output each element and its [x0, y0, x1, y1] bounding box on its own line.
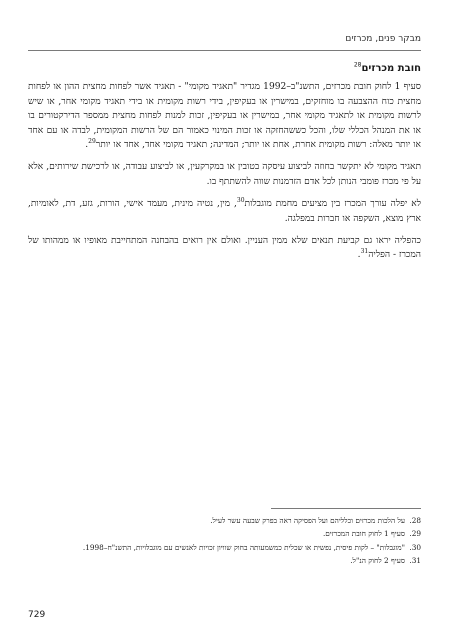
- footnote-rule: [271, 508, 421, 509]
- paragraph-obligation: [28, 160, 421, 189]
- footnote-ref-30: 30: [236, 197, 245, 205]
- paragraph-text-end: .: [357, 250, 361, 261]
- paragraph-text: סעיף 1 לחוק חובת מכרזים, התשנ"ב–1992 מגדיר "תאגיד מקומי" - תאגיד אשר לפחות מחצית ההון או לפחות מחצית כוח ההצבעה בו מוחזקים, במישרין או בעקיפין, בידי רשות מקומית או בידי תאגיד מקומי אחר, או שיש לרשות מקומית או לתאגיד מקומי אחר, במישרין או בעקיפין, זכות למנות לפחות מחצית ממספר הדירקטורים בו או את המנהל הכללי שלו, והכל כששהחזקה או זכות המינוי כאמור הם של הרשות המקומית, לבדה או עם אחד או יותר מאלה: רשות מקומית אחרת, אחת או יותר; המדינה; תאגיד מקומי אחד, אחד או יותר: [28, 82, 421, 151]
- footnote-text: "מוגבלות" – לקות פיסית, נפשית או שכלית כמשמעותה בחוק שוויון זכויות לאנשים עם מוגבלויות, התשנ"ח–1998.: [82, 542, 405, 552]
- footnote-text: סעיף 2 לחוק הנ"ל.: [350, 556, 405, 566]
- section-title: [28, 62, 421, 76]
- footnote-number: 29.: [409, 529, 421, 539]
- footnote-30: [28, 541, 421, 554]
- header-rule: [28, 50, 421, 51]
- footnote-31: [28, 554, 421, 567]
- section-title-text: חובת מכרזים: [361, 63, 421, 74]
- running-head: מבקר פנים, מכרזים: [345, 34, 421, 44]
- paragraph-text-end: .: [85, 140, 89, 151]
- footnote-number: 30.: [409, 542, 421, 552]
- paragraph-text: לא יפלה עורך המכרז בין מציעים מחמת מוגבלות: [244, 199, 421, 210]
- footnote-28: [28, 514, 421, 527]
- paragraph-discrimination: [28, 197, 421, 226]
- footnote-29: [28, 527, 421, 540]
- paragraph-text: כהפליה יראו גם קביעת תנאים שלא ממין העניין. ואולם אין רואים בהבחנה המתחייבת מאופיו או ממהותו של המכרז - הפליה: [28, 236, 421, 261]
- footnotes: [28, 514, 421, 568]
- paragraph-conditions: [28, 234, 421, 263]
- footnote-ref-28: 28: [353, 61, 362, 69]
- main-text: [28, 62, 421, 271]
- paragraph-definition: [28, 80, 421, 152]
- paragraph-text: תאגיד מקומי לא יתקשר בחוזה לביצוע עיסקה בטובין או במקרקעין, או לביצוע עבודה, או לרכישת שירותים, אלא על פי מכרז פומבי הנותן לכל אדם הזדמנות שווה להשתתף בו.: [28, 162, 421, 187]
- footnote-text: על הלכות מכרזים וכלליהם ועל הפסיקה ראה בפרק שבעה עשר לעיל.: [210, 516, 405, 525]
- footnote-number: 28.: [409, 516, 421, 525]
- footnote-text: סעיף 1 לחוק חובת המכרזים.: [322, 529, 405, 539]
- footnote-ref-31: 31: [360, 248, 369, 256]
- paragraph-text-end: , מין, נטיה מינית, מעמד אישי, הורות, גזע, דת, לאומיות, ארץ מוצא, השקפה או חברות במפלגה.: [28, 199, 421, 224]
- footnote-number: 31.: [409, 556, 421, 566]
- page-number: 729: [28, 610, 46, 620]
- footnote-ref-29: 29: [88, 138, 96, 145]
